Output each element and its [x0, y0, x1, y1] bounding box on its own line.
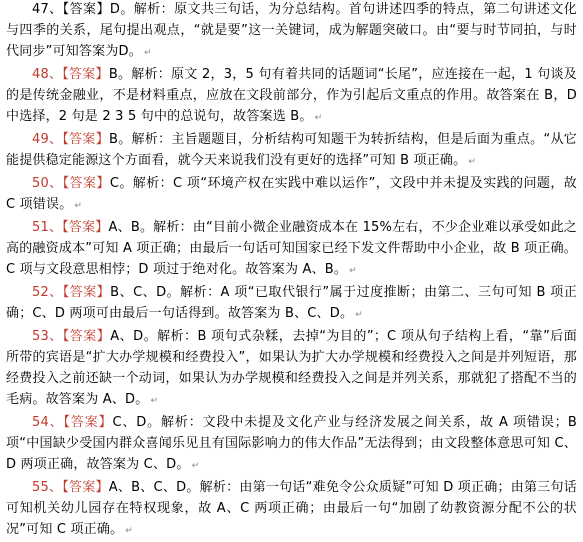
return-mark-icon: ↵	[150, 396, 159, 406]
return-mark-icon: ↵	[468, 157, 477, 167]
answer-tag: 【答案】	[62, 67, 109, 82]
answer-tag: 【答案】	[63, 415, 113, 430]
answer-number: 55、	[32, 480, 63, 495]
return-mark-icon: ↵	[125, 526, 134, 536]
answer-tag: 【答案】	[62, 480, 109, 495]
answer-text: A、D。解析：B 项句式杂糅，去掉“为目的”；C 项从句子结构上看，“靠”后面所带的宾语是“扩大办学规模和经费投入”，如果认为扩大办学规模和经费投入之间是并列短语，那经费投入之前还缺一个动词，如果认为办学规模和经费投入之间是并列关系，那就犯了搭配不当的毛病。故答案为 A、D。	[6, 329, 577, 407]
answer-text: B、C、D。解析：A 项“已取代银行”属于过度推断；由第二、三句可知 B 项正确；C、D 两项可由最后一句话得到。故答案为 B、C、D。	[6, 285, 577, 321]
answer-item-50	[6, 173, 577, 217]
answer-tag: 【答案】	[62, 2, 110, 17]
answer-text: C、D。解析：文段中未提及文化产业与经济发展之间关系，故 A 项错误；B 项“中国缺少受国内群众喜闻乐见且有国际影响力的伟大作品”无法得到；由文段整体意思可知 C、D 两项正确，故答案为 C、D。	[6, 415, 577, 472]
return-mark-icon: ↵	[143, 48, 152, 58]
answer-number: 54、	[32, 415, 64, 430]
answer-text: A、B、C、D。解析：由第一句话“难免令公众质疑”可知 D 项正确；由第三句话可知机关幼儿园存在特权现象，故 A、C 两项正确；由最后一句“加剧了幼教资源分配不公的状况”可知 C 项正确。	[6, 480, 577, 537]
answer-text: B。解析：原文 2，3，5 句有着共同的话题词“长尾”，应连接在一起，1 句谈及的是传统金融业，不是材料重点，应放在文段前部分，作为引起后文重点的作用。故答案在 B，D 中选择，2 句是 2 3 5 句中的总说句，故答案选 B。	[6, 67, 577, 124]
answer-item-49	[6, 129, 577, 173]
answer-text: D。解析：原文共三句话，为分总结构。首句讲述四季的特点，第二句讲述文化与四季的关系，尾句提出观点，“就是要”这一关键词，成为解题突破口。由“要与时节同拍，与时代同步”可知答案为D。	[6, 2, 577, 59]
answer-number: 48、	[32, 67, 63, 82]
return-mark-icon: ↵	[74, 201, 83, 211]
return-mark-icon: ↵	[191, 461, 200, 471]
answer-item-55	[6, 477, 577, 542]
answer-number: 50、	[32, 176, 63, 191]
answer-item-52	[6, 282, 577, 326]
return-mark-icon: ↵	[355, 310, 363, 320]
answer-tag: 【答案】	[62, 176, 110, 191]
answer-number: 52、	[32, 285, 63, 300]
answer-item-51	[6, 217, 577, 282]
return-mark-icon: ↵	[349, 266, 357, 276]
answer-item-54	[6, 412, 577, 477]
answer-text: C。解析：C 项“环境产权在实践中难以运作”，文段中并未提及实践的问题，故 C 项错误。	[6, 176, 577, 212]
return-mark-icon: ↵	[314, 113, 323, 123]
answer-item-47	[6, 0, 577, 64]
answer-tag: 【答案】	[62, 329, 111, 344]
answer-item-53	[6, 326, 577, 412]
answer-text: A、B。解析：由“目前小微企业融资成本在 15%左右，不少企业难以承受如此之高的融资成本”可知 A 项正确；由最后一句话可知国家已经下发文件帮助中小企业，故 B 项正确。C 项与文段意思相悖；D 项过于绝对化。故答案为 A、B。	[6, 220, 577, 277]
answer-tag: 【答案】	[62, 220, 109, 235]
answer-number: 51、	[32, 220, 63, 235]
answer-number: 53、	[32, 329, 63, 344]
answer-text: B。解析：主旨题题目，分析结构可知题干为转折结构，但是后面为重点。“从它能提供稳定能源这个方面看，就今天来说我们没有更好的选择”可知 B 项正确。	[6, 132, 577, 168]
answer-number: 49、	[32, 132, 63, 147]
answer-tag: 【答案】	[62, 285, 111, 300]
answer-number: 47、	[32, 2, 63, 17]
answer-tag: 【答案】	[62, 132, 109, 147]
answer-item-48	[6, 64, 577, 129]
